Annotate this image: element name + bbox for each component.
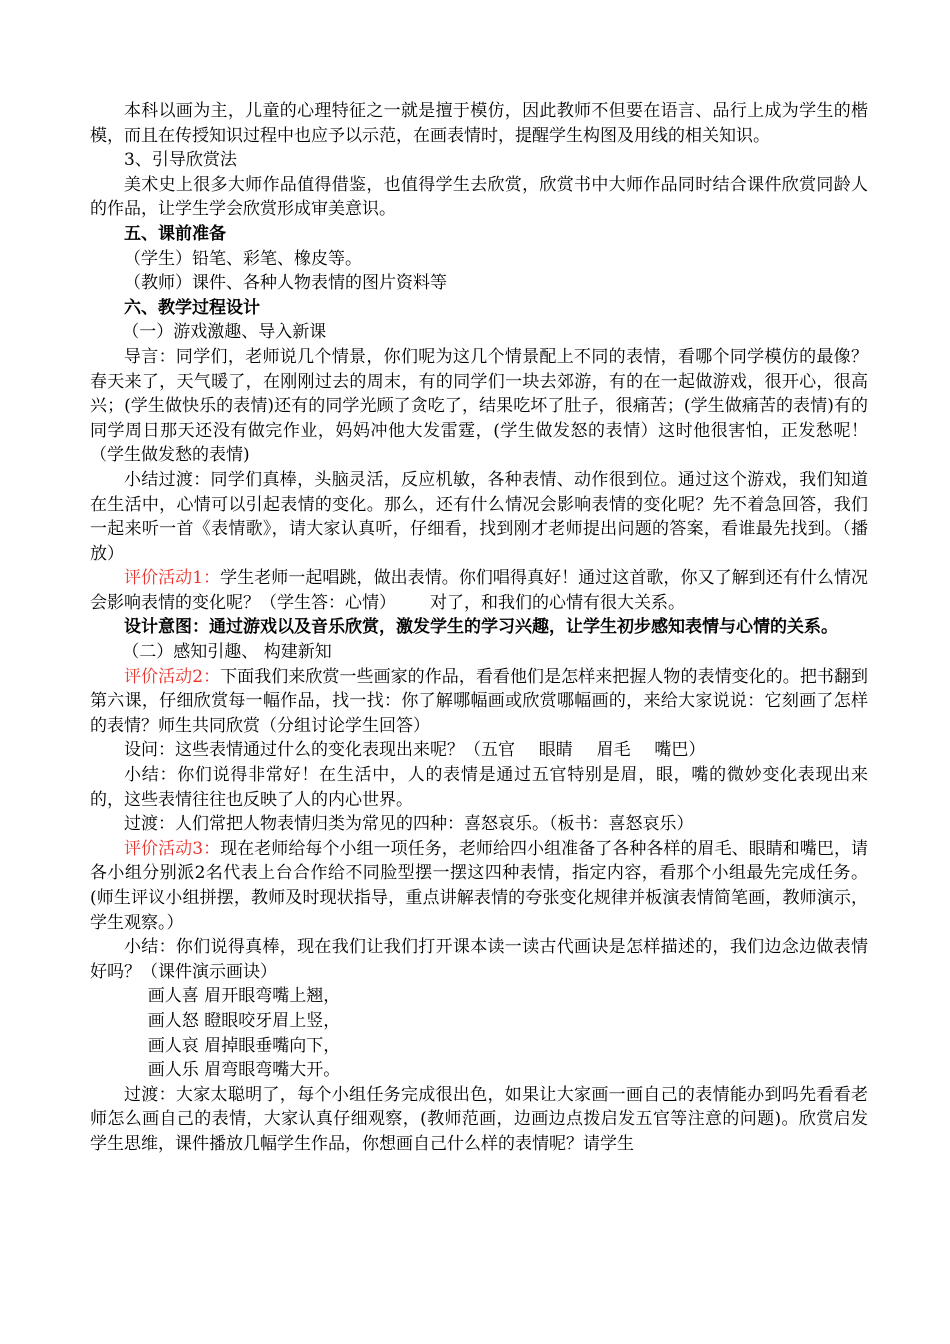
paragraph-transition-emotions: 过渡：人们常把人物表情归类为常见的四种：喜怒哀乐。（板书：喜怒哀乐） [124,814,694,835]
paragraph-summary-ancient-rhyme: 小结：你们说得真棒，现在我们让我们打开课本读一读古代画诀是怎样描述的，我们边念边做表情好吗？（课件演示画诀） [90,937,868,982]
paragraph-introduction: 导言：同学们，老师说几个情景，你们呢为这几个情景配上不同的表情，看哪个同学模仿的最像？春天来了，天气暖了，在刚刚过去的周末，有的同学们一块去郊游，有的在一起做游戏，很开心，很高兴；(学生做快乐的表情)还有的同学光顾了贪吃了，结果吃坏了肚子，很痛苦；(学生做痛苦的表情)有的同学周日那天还没有做完作业，妈妈冲他大发雷霆，(学生做发怒的表情）这时他很害怕，正发愁呢！（学生做发愁的表情) [90,346,868,466]
paragraph-summary-transition: 小结过渡：同学们真棒，头脑灵活，反应机敏，各种表情、动作很到位。通过这个游戏，我们知道在生活中，心情可以引起表情的变化。那么，还有什么情况会影响表情的变化呢？先不着急回答，我们一起来听一首《表情歌》，请大家认真听，仔细看，找到刚才老师提出问题的答案，看谁最先找到。（播放） [90,469,868,564]
paragraph-appreciation: 美术史上很多大师作品值得借鉴，也值得学生去欣赏，欣赏书中大师作品同时结合课件欣赏同龄人的作品，让学生学会欣赏形成审美意识。 [90,174,868,220]
paragraph-evaluation-2 [90,665,868,739]
question-mouth: 嘴巴） [654,740,706,761]
evaluation-3-text: 现在老师给每个小组一项任务，老师给四小组准备了各种各样的眉毛、眼睛和嘴巴，请各小组分别派2名代表上台合作给不同脸型摆一摆这四种表情，指定内容，看那个小组最先完成任务。(师生评议小组拼摆，教师及时现状指导，重点讲解表情的夸张变化规律并板演表情简笔画，教师演示，学生观察。） [90,838,868,933]
poem-line-happiness: 画人乐 眉弯眼弯嘴大开。 [147,1060,341,1081]
poem-line-sorrow: 画人哀 眉掉眼垂嘴向下， [147,1035,341,1056]
evaluation-1-tail: 对了，和我们的心情有很大关系。 [430,592,685,613]
item-guided-appreciation: 3、引导欣赏法 [124,150,237,171]
evaluation-1-text: 学生老师一起唱跳，做出表情。你们唱得真好！通过这首歌，你又了解到还有什么情况会影响表情的变化呢？（学生答：心情） [90,568,868,613]
evaluation-label-2: 评价活动2： [124,666,221,687]
paragraph-teacher-materials: （教师）课件、各种人物表情的图片资料等 [124,273,447,294]
heading-preparation: 五、课前准备 [124,223,226,244]
paragraph-evaluation-1 [90,566,868,615]
paragraph-evaluation-3 [90,837,868,935]
heading-teaching-process: 六、教学过程设计 [124,297,260,318]
subheading-game-intro: （一）游戏激趣、导入新课 [122,322,327,343]
evaluation-2-text: 下面我们来欣赏一些画家的作品，看看他们是怎样来把握人物的表情变化的。把书翻到第六课，仔细欣赏每一幅作品，找一找：你了解哪幅画或欣赏哪幅画的，来给大家说说：它刻画了怎样的表情？师生共同欣赏（分组讨论学生回答） [90,666,868,736]
paragraph-transition-drawing: 过渡：大家太聪明了，每个小组任务完成很出色，如果让大家画一画自己的表情能办到吗先看看老师怎么画自己的表情，大家认真仔细观察，(教师范画，边画边点拨启发五官等注意的问题)。欣赏启发学生思维，课件播放几幅学生作品，你想画自己什么样的表情呢？请学生 [90,1084,868,1154]
paragraph-student-materials: （学生）铅笔、彩笔、橡皮等。 [124,248,362,269]
question-eyebrows: 眉毛 [596,740,631,761]
subheading-perception: （二）感知引趣、 构建新知 [122,642,332,663]
poem-line-joy: 画人喜 眉开眼弯嘴上翘， [147,986,341,1007]
poem-line-anger: 画人怒 瞪眼咬牙眉上竖， [147,1010,341,1031]
evaluation-label-1: 评价活动1： [124,568,221,589]
paragraph-demonstration-method: 本科以画为主，儿童的心理特征之一就是擅于模仿，因此教师不但要在语言、品行上成为学生的楷模，而且在传授知识过程中也应予以示范，在画表情时，提醒学生构图及用线的相关知识。 [90,101,868,146]
paragraph-design-intent: 设计意图：通过游戏以及音乐欣赏，激发学生的学习兴趣，让学生初步感知表情与心情的关系。 [124,617,838,638]
document-page [90,99,868,1157]
paragraph-question [90,738,868,763]
paragraph-summary-features: 小结：你们说得非常好！在生活中，人的表情是通过五官特别是眉，眼，嘴的微妙变化表现出来的，这些表情往往也反映了人的内心世界。 [90,765,868,810]
question-eyes: 眼睛 [538,740,573,761]
evaluation-label-3: 评价活动3： [124,838,221,859]
question-text: 设问：这些表情通过什么的变化表现出来呢？（五官 [124,740,515,761]
